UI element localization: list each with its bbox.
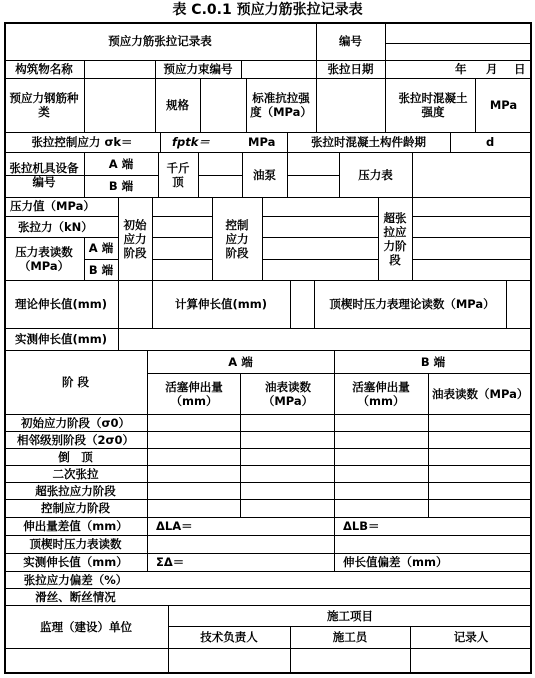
record-row-label: 倒 顶 xyxy=(58,449,93,464)
record-row-label: 超张拉应力阶段 xyxy=(35,483,116,498)
record-row-label: 相邻级别阶段（2σ0） xyxy=(17,432,134,447)
measured-elongation-label: 实测伸长值(mm) xyxy=(15,332,107,346)
tendon-id-label: 预应力束编号 xyxy=(163,62,233,76)
stage-end-b: B 端 xyxy=(88,262,114,277)
structure-name-field[interactable] xyxy=(84,60,155,78)
supervisor-label: 监理（建设）单位 xyxy=(40,619,132,634)
tendon-id-field[interactable] xyxy=(241,60,316,78)
theory-elongation-label: 理论伸长值(mm) xyxy=(15,297,107,311)
form-title: 预应力筋张拉记录表 xyxy=(108,34,212,48)
initial-stage-label: 初始应力阶段 xyxy=(123,217,147,260)
records-end-b: B 端 xyxy=(420,354,446,369)
equipment-label: 张拉机具设备编号 xyxy=(9,160,79,189)
structure-name-label: 构筑物名称 xyxy=(15,62,73,76)
elongation-deviation-label: 伸长值偏差（mm） xyxy=(343,555,448,569)
recorder-label: 记录人 xyxy=(453,630,489,644)
record-row-label: 初始应力阶段（σ0） xyxy=(21,415,130,430)
measured-label: 实测伸长值（mm） xyxy=(23,555,128,569)
tendon-type-label: 预应力钢筋种类 xyxy=(9,91,79,119)
piston-a-header: 活塞伸出量（mm） xyxy=(165,379,223,408)
jack-label: 千斤顶 xyxy=(166,160,190,189)
record-row-label: 控制应力阶段 xyxy=(41,501,110,515)
worker-label: 施工员 xyxy=(332,630,368,644)
concrete-age-unit: d xyxy=(486,135,495,149)
page-title: 表 C.0.1 预应力筋张拉记录表 xyxy=(172,2,363,18)
oil-a-header: 油表读数（MPa） xyxy=(262,379,314,408)
date-year-unit: 年 xyxy=(455,62,467,76)
date-day-unit: 日 xyxy=(514,62,526,76)
tension-date-label: 张拉日期 xyxy=(327,62,374,76)
date-month-unit: 月 xyxy=(486,62,498,76)
pump-label: 油泵 xyxy=(253,167,276,182)
records-end-a: A 端 xyxy=(228,354,253,369)
sum-delta-label: ΣΔ＝ xyxy=(156,555,185,569)
gauge-label: 压力表 xyxy=(358,167,393,182)
concrete-strength-unit: MPa xyxy=(489,98,518,112)
control-stage-label: 控制应力阶段 xyxy=(225,217,249,260)
control-stress-label: 张拉控制应力 σk＝ xyxy=(31,135,133,149)
wedge-reading-label: 顶楔时压力表读数 xyxy=(29,537,122,551)
record-row-label: 二次张拉 xyxy=(52,466,99,481)
piston-b-header: 活塞伸出量（mm） xyxy=(352,379,410,408)
tension-force-label: 张拉力（kN） xyxy=(18,220,93,234)
equipment-end-a: A 端 xyxy=(108,156,134,171)
tensile-strength-label: 标准抗拉强度（MPa） xyxy=(250,91,312,119)
number-label: 编号 xyxy=(339,34,362,48)
diff-label: 伸出量差值（mm） xyxy=(23,519,128,533)
construction-label: 施工项目 xyxy=(327,608,373,623)
stress-deviation-label: 张拉应力偏差（%） xyxy=(23,572,128,587)
equipment-end-b: B 端 xyxy=(108,179,134,193)
delta-a-label: ΔLA＝ xyxy=(156,519,193,533)
over-tension-stage-label: 超张拉应力阶段 xyxy=(383,210,407,267)
fptk-label: fptk＝ xyxy=(172,135,210,149)
spec-label: 规格 xyxy=(166,98,189,112)
concrete-strength-label: 张拉时混凝土强度 xyxy=(398,91,468,119)
number-field[interactable] xyxy=(385,22,532,43)
calc-elongation-label: 计算伸长值(mm) xyxy=(175,297,267,311)
oil-b-header: 油表读数（MPa） xyxy=(432,386,529,401)
concrete-age-label: 张拉时混凝土构件龄期 xyxy=(311,135,426,149)
wedge-theory-label: 顶楔时压力表理论读数（MPa） xyxy=(329,297,495,311)
stage-end-a: A 端 xyxy=(88,241,114,255)
gauge-reading-label: 压力表读数（MPa） xyxy=(15,244,73,273)
tech-lead-label: 技术负责人 xyxy=(200,630,258,644)
delta-b-label: ΔLB＝ xyxy=(343,519,380,533)
pressure-value-label: 压力值（MPa） xyxy=(10,199,95,213)
stage-column-header: 阶 段 xyxy=(61,375,89,389)
slip-label: 滑丝、断丝情况 xyxy=(35,589,116,604)
fptk-unit: MPa xyxy=(248,135,276,149)
